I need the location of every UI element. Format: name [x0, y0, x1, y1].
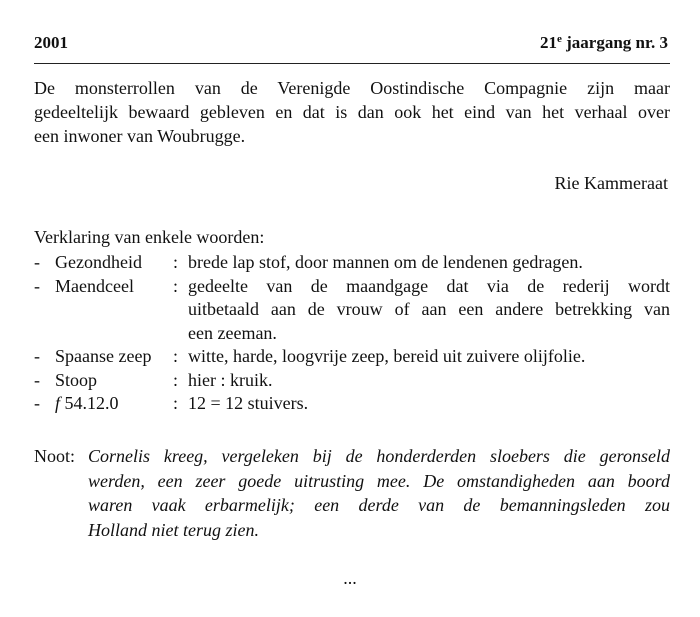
issue-superscript: e — [557, 33, 562, 45]
note-line: Cornelis kreeg, vergeleken bij de honderderden sloebers die geronseld — [88, 446, 670, 466]
header-issue — [540, 33, 668, 53]
glossary-term: f 54.12.0 — [55, 393, 119, 413]
glossary-item — [34, 369, 670, 393]
body-paragraph — [34, 76, 670, 148]
definition-line: gedeelte van de maandgage dat via de rederij wordt — [188, 275, 670, 296]
glossary-colon: : — [173, 393, 179, 413]
definition-line: witte, harde, loogvrije zeep, bereid uit zuivere olijfolie. — [188, 346, 586, 366]
glossary-item — [34, 345, 670, 369]
note-text — [88, 444, 670, 542]
glossary-definition — [188, 369, 670, 393]
note-line: Holland niet terug zien. — [88, 519, 259, 540]
glossary-term: Gezondheid — [55, 252, 142, 272]
ellipsis: ... — [343, 568, 357, 588]
glossary-title: Verklaring van enkele woorden: — [34, 227, 265, 247]
glossary-dash: - — [34, 393, 40, 413]
glossary-item — [34, 392, 670, 416]
note-line: werden, een zeer goede uitrusting mee. De omstandigheden aan boord — [88, 470, 670, 491]
note-line: waren vaak erbarmelijk; een derde van de bemanningsleden zou — [88, 495, 670, 515]
body-line: De monsterrollen van de Verenigde Oostindische Compagnie zijn maar — [34, 78, 670, 98]
note-block — [34, 444, 670, 542]
glossary-dash: - — [34, 252, 40, 272]
glossary-dash: - — [34, 369, 40, 390]
note-label: Noot: — [34, 446, 76, 466]
glossary-colon: : — [173, 252, 179, 272]
body-line: gedeeltelijk bewaard gebleven en dat is dan ook het eind van het verhaal over — [34, 102, 670, 122]
definition-line: hier : kruik. — [188, 369, 273, 390]
glossary-item — [34, 251, 670, 275]
header-rule — [34, 63, 670, 64]
author-signature: Rie Kammeraat — [554, 173, 668, 193]
glossary-term: Stoop — [55, 369, 98, 390]
issue-number: 21 — [540, 33, 557, 52]
glossary-definition — [188, 345, 670, 369]
florin-sign: f — [55, 393, 61, 413]
issue-label: jaargang nr. 3 — [561, 33, 668, 52]
glossary-term: Maendceel — [55, 275, 134, 296]
glossary-definition — [188, 251, 670, 275]
glossary-dash: - — [34, 275, 40, 296]
glossary-colon: : — [173, 346, 179, 366]
definition-line: een zeeman. — [188, 322, 277, 343]
glossary-list — [34, 251, 670, 416]
glossary-definition — [188, 275, 670, 346]
glossary-term: Spaanse zeep — [55, 346, 152, 366]
definition-line: 12 = 12 stuivers. — [188, 393, 309, 413]
definition-line: uitbetaald aan de vrouw of aan een andere betrekking van — [188, 299, 670, 319]
glossary-item — [34, 275, 670, 346]
body-line: een inwoner van Woubrugge. — [34, 126, 246, 146]
definition-line: brede lap stof, door mannen om de lendenen gedragen. — [188, 252, 583, 272]
glossary-dash: - — [34, 346, 40, 366]
header-year: 2001 — [34, 33, 68, 52]
glossary-colon: : — [173, 369, 179, 390]
glossary-colon: : — [173, 275, 179, 296]
glossary-definition — [188, 392, 670, 416]
